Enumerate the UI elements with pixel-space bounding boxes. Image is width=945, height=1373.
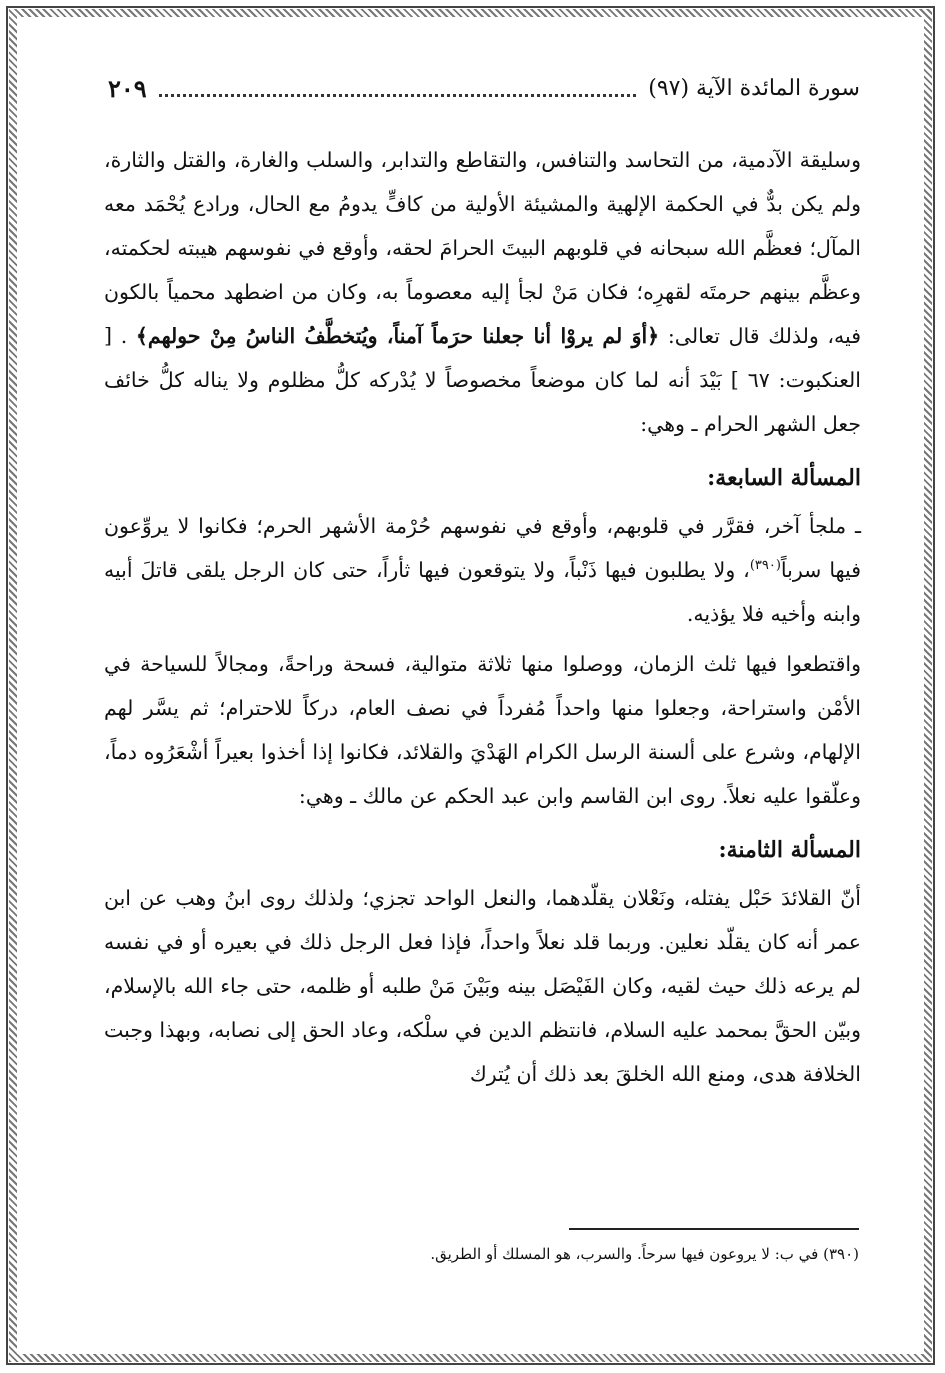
line: وعاد الحق إلى نصابه، وبهذا وجبت الخلافة هدى، ومنع الله الخلقَ بعد ذلك أن يُترك bbox=[104, 1018, 861, 1086]
line: ـ ملجأ آخر، فقرَّر في قلوبهم، وأوقع في نفوسهم حُرْمة الأشهر الحرم؛ فكانوا لا bbox=[177, 514, 861, 538]
footnote-separator bbox=[569, 1228, 859, 1230]
line: وهب عن ابن عمر أنه كان يقلّد نعلين. وربما قلد نعلاً واحداً، فإذا فعل الرجل ذلك bbox=[104, 886, 861, 954]
footnote-number: (٣٩٠) bbox=[823, 1245, 859, 1263]
footnote-text: في ب: لا يروعون فيها سرحاً. والسرب، هو المسلك أو الطريق. bbox=[430, 1245, 819, 1263]
header-leader-dots bbox=[159, 80, 637, 97]
header-title: سورة المائدة الآية (٩٧) bbox=[648, 75, 860, 101]
line: يروِّعون فيها سرباً bbox=[104, 514, 861, 582]
paragraph-3 bbox=[104, 642, 861, 818]
line: عن مالك ـ وهي: bbox=[298, 784, 438, 808]
line: للسياحة في الأمْن واستراحة، وجعلوا منها واحداً مُفرداً في نصف العام، دركاً bbox=[104, 652, 861, 720]
line: معصوماً به، وكان من اضطهد محمياً بالكون فيه، ولذلك قال تعالى: bbox=[104, 280, 862, 348]
line: أنّ القلائدَ حَبْل يفتله، ونَعْلان يقلّدهما، والنعل الواحد تجزي؛ ولذلك روى ابنُ bbox=[224, 886, 861, 910]
page-number: ٢٠٩ bbox=[108, 73, 147, 103]
line: وأوقع في نفوسهم هيبته لحكمته، وعظَّم بينهم حرمتَه لقهرِه؛ فكان مَنْ لجأ إليه bbox=[104, 236, 861, 304]
footnote bbox=[120, 1240, 859, 1268]
line: للاحترام؛ ثم يسَّر لهم الإلهام، وشرع على ألسنة الرسل الكرام الهَدْيَ والقلائد، فكانوا bbox=[104, 696, 861, 764]
line: ، ولا يطلبون فيها ذَنْباً، ولا يتوقعون فيها ثأراً، حتى كان bbox=[293, 558, 750, 582]
line: إذا أخذوا بعيراً أشْعَرُوه دماً، وعلّقوا عليه نعلاً. روى ابن القاسم وابن عبد الحكم bbox=[104, 740, 861, 808]
line: والثارة، ولم يكن بدٌّ في الحكمة الإلهية والمشيئة الأولية من كافٍّ يدومُ bbox=[104, 148, 861, 216]
line: ظلمه، حتى جاء الله بالإسلام، وبيّن الحقَّ بمحمد عليه السلام، فانتظم الدين في سلْكه، bbox=[104, 974, 861, 1042]
section-heading-8: المسألة الثامنة: bbox=[718, 837, 861, 863]
paragraph-4 bbox=[104, 876, 861, 1096]
running-header bbox=[108, 70, 860, 106]
quran-verse: ﴿أوَ لم يروْا أنا جعلنا حرَماً آمناً، ويُتخطَّفُ الناسُ مِنْ حولهم﴾ bbox=[135, 324, 660, 348]
line: كان موضعاً مخصوصاً لا يُدْركه كلُّ مظلوم ولا يناله كلُّ خائف جعل الشهر الحرام ـ bbox=[104, 368, 861, 436]
line: في بعيره أو في نفسه لم يرعه ذلك حيث لقيه، وكان الفَيْصَل بينه وبَيْنَ مَنْ طلبه أو bbox=[104, 930, 861, 998]
main-text bbox=[104, 138, 861, 1096]
section-heading-7: المسألة السابعة: bbox=[707, 465, 861, 491]
line: وهي: bbox=[640, 412, 685, 436]
line: الرجل يلقى قاتلَ أبيه وابنه وأخيه فلا يؤذيه. bbox=[104, 558, 861, 626]
surah-citation: . [ العنكبوت: ٦٧ ] بَيْدَ أنه لما bbox=[104, 324, 861, 392]
line: واقتطعوا فيها ثلث الزمان، ووصلوا منها ثلاثة متوالية، فسحة وراحةً، ومجالاً bbox=[216, 652, 861, 676]
paragraph-1 bbox=[104, 138, 861, 446]
footnote-reference[interactable]: (٣٩٠) bbox=[749, 558, 781, 574]
paragraph-2 bbox=[104, 504, 861, 636]
line: وسليقة الآدمية، من التحاسد والتنافس، والتقاطع والتدابر، والسلب والغارة، والقتل bbox=[172, 148, 861, 172]
line: مع الحال، ورادع يُحْمَد معه المآل؛ فعظَّم الله سبحانه في قلوبهم البيتَ الحرامَ لحقه، bbox=[104, 192, 861, 260]
